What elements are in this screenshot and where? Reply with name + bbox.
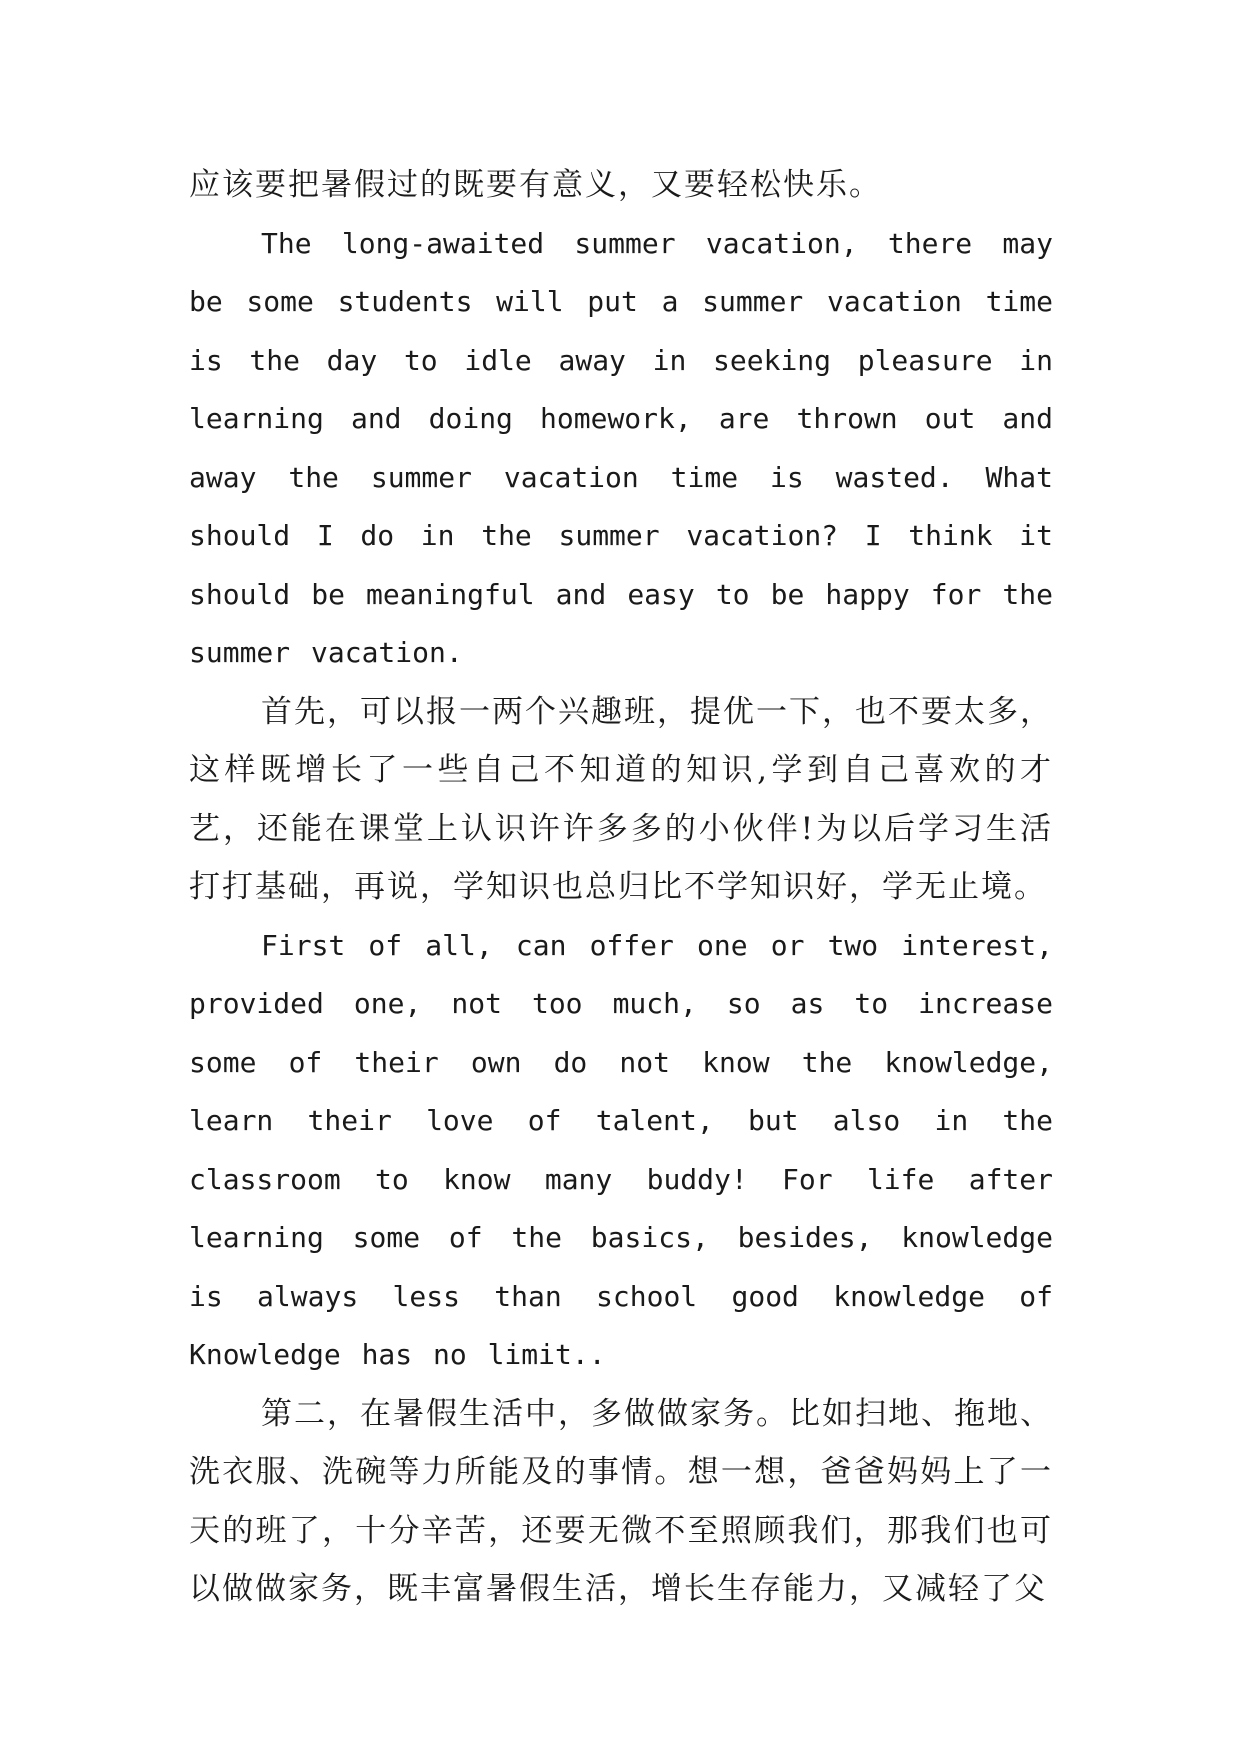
paragraph-first-zh: 首先，可以报一两个兴趣班，提优一下，也不要太多，这样既增长了一些自己不知道的知识,学到自己喜欢的才艺，还能在课堂上认识许许多多的小伙伴!为以后学习生活打打基础，再说，学知识也总归比不学知识好，学无止境。 bbox=[189, 693, 1053, 905]
paragraph-second-zh: 第二，在暑假生活中，多做做家务。比如扫地、拖地、洗衣服、洗碗等力所能及的事情。想一想，爸爸妈妈上了一天的班了，十分辛苦，还要无微不至照顾我们，那我们也可以做做家务，既丰富暑假生活，增长生存能力，又减轻了父 bbox=[189, 1395, 1053, 1607]
paragraph-continuation-zh: 应该要把暑假过的既要有意义，又要轻松快乐。 bbox=[189, 167, 882, 203]
paragraph-summer-vacation-en: The long-awaited summer vacation, there may be some students will put a summer vacation time is the day to idle away in seeking pleasure in learning and doing homework, are thrown out and away the summer vacation time is wasted. What should I do in the summer vacation? I think it should be meaningful and easy to be happy for the summer vacation. bbox=[189, 226, 1053, 669]
document-body bbox=[189, 156, 1053, 1619]
paragraph-first-en: First of all, can offer one or two interest, provided one, not too much, so as to increase some of their own do not know the knowledge, learn their love of talent, but also in the classroom to know many buddy! For life after learning some of the basics, besides, knowledge is always less than school good knowledge of Knowledge has no limit.. bbox=[189, 928, 1053, 1371]
